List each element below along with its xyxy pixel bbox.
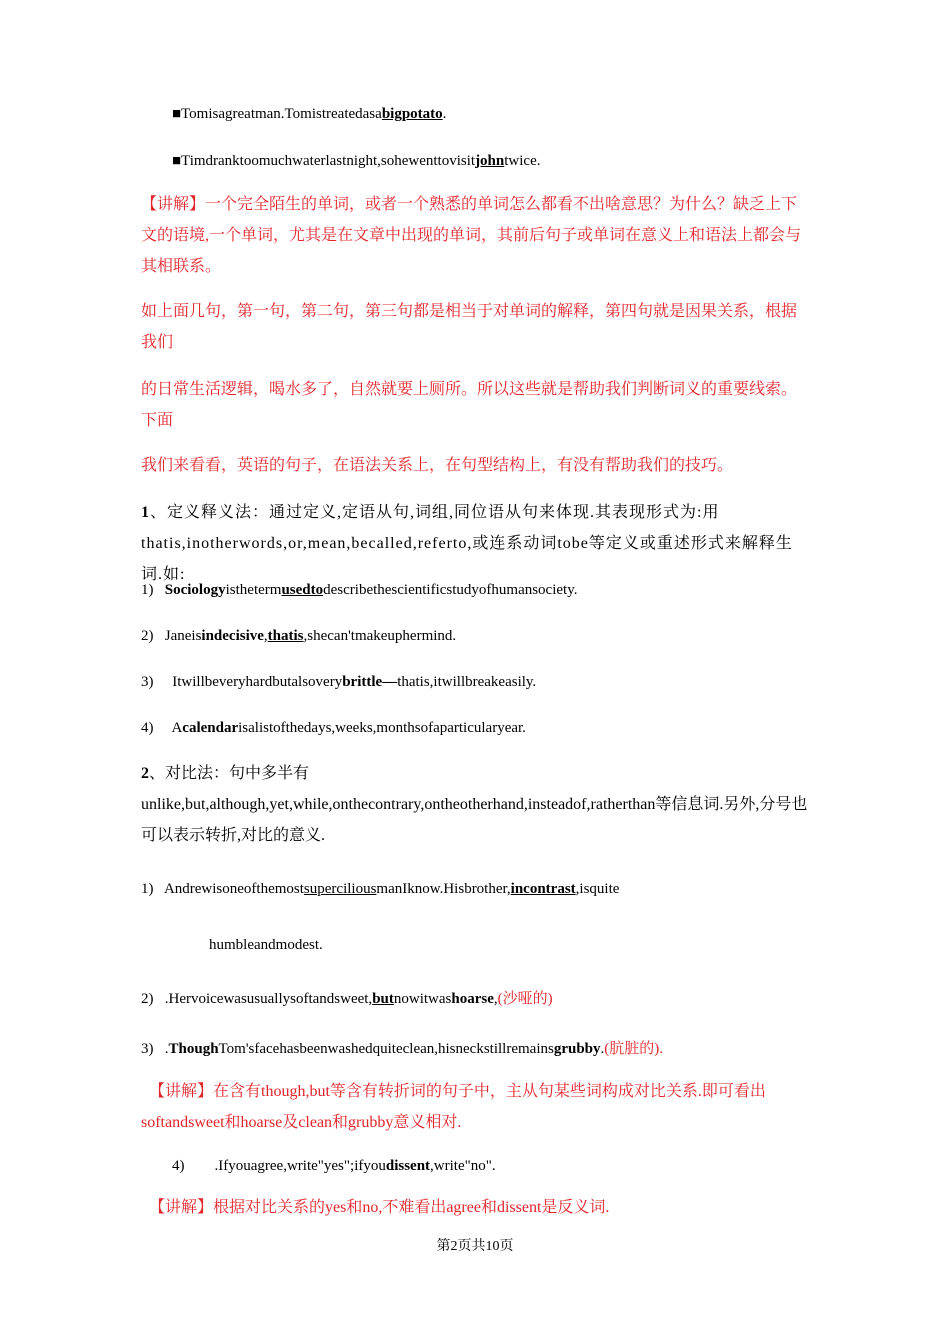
item-number: 1)	[141, 881, 154, 897]
example-text: manIknow.Hisbrother,	[376, 881, 511, 897]
example-text: Tom'sfacehasbeenwashedquiteclean,hisneckstillremains	[218, 1041, 554, 1057]
example-text: ,write"no".	[430, 1158, 496, 1174]
key-word: grubby	[553, 1041, 601, 1057]
gloss: (肮脏的).	[604, 1041, 664, 1057]
example-continuation: humbleandmodest.	[209, 937, 323, 953]
example-text: A	[171, 720, 183, 736]
item-number: 3)	[141, 1041, 154, 1057]
key-word: hoarse	[451, 991, 494, 1007]
page-footer: 第2页共10页	[436, 1239, 514, 1254]
item-number: 3)	[141, 674, 154, 690]
key-word: Sociology	[164, 582, 226, 598]
dash: —	[382, 674, 398, 690]
explanation-paragraph: 【讲解】在含有though,but等含有转折词的句子中，主从句某些词构成对比关系.即可看出softandsweet和hoarse及clean和grubby意义相对.	[141, 1083, 766, 1131]
bullet-text: .	[442, 106, 447, 122]
example-item	[141, 879, 619, 899]
target-word: supercilious	[303, 881, 377, 897]
key-phrase: john	[475, 153, 505, 169]
example-text: ,isquite	[575, 881, 620, 897]
method-definition	[141, 497, 811, 590]
signal-phrase: thatis	[267, 628, 304, 644]
bullet-sentence-2	[172, 151, 540, 171]
bullet-text: twice.	[504, 153, 541, 169]
method-contrast	[141, 758, 811, 851]
key-word: dissent	[385, 1158, 431, 1174]
example-text: thatis,itwillbreakeasily.	[397, 674, 537, 690]
key-phrase: bigpotato	[381, 106, 443, 122]
item-number: 4)	[141, 720, 154, 736]
explanation-paragraph: 【讲解】根据对比关系的yes和no,不难看出agree和dissent是反义词.	[149, 1199, 610, 1216]
example-item	[172, 1156, 496, 1176]
example-text: .Ifyouagree,write"yes";ifyou	[214, 1158, 386, 1174]
example-item	[141, 626, 456, 646]
example-text: describethescientificstudyofhumansociety.	[323, 582, 578, 598]
signal-phrase: usedto	[281, 582, 324, 598]
example-text: nowitwas	[393, 991, 452, 1007]
key-word: brittle	[342, 674, 383, 690]
example-text: Janeis	[164, 628, 202, 644]
example-text: .	[600, 1041, 605, 1057]
example-item	[141, 718, 526, 738]
method-title: 、对比法：句中多半有	[149, 765, 310, 782]
method-number: 1	[141, 504, 150, 521]
gloss: (沙哑的)	[497, 991, 553, 1007]
example-item	[141, 989, 553, 1009]
signal-phrase: Though	[168, 1041, 219, 1057]
example-text: ,shecan'tmakeuphermind.	[303, 628, 457, 644]
key-word: indecisive	[201, 628, 264, 644]
item-number: 4)	[172, 1158, 185, 1174]
bullet-text: ■Tomisagreatman.Tomistreatedasa	[172, 106, 382, 122]
bullet-sentence-1	[172, 104, 446, 124]
item-number: 2)	[141, 991, 154, 1007]
signal-phrase: but	[372, 991, 394, 1007]
item-number: 1)	[141, 582, 154, 598]
explanation-paragraph: 【讲解】一个完全陌生的单词，或者一个熟悉的单词怎么都看不出啥意思？为什么？缺乏上下文的语境,一个单词，尤其是在文章中出现的单词，其前后句子或单词在意义上和语法上都会与其相联系。	[141, 196, 802, 275]
method-text: unlike,but,although,yet,while,onthecontrary,ontheotherhand,insteadof,ratherthan等信息词.另外,分号也可以表示转折,对比的意义.	[141, 796, 808, 844]
explanation-paragraph: 如上面几句，第一句，第二句，第三句都是相当于对单词的解释，第四句就是因果关系，根据我们	[141, 303, 798, 351]
example-item	[141, 1039, 663, 1059]
bullet-text: ■Timdranktoomuchwaterlastnight,sohewenttovisit	[172, 153, 476, 169]
explanation-paragraph: 的日常生活逻辑，喝水多了，自然就要上厕所。所以这些就是帮助我们判断词义的重要线索。下面	[141, 381, 798, 429]
example-text: Itwillbeveryhardbutalsovery	[172, 674, 343, 690]
example-text: ,	[263, 628, 268, 644]
example-text: Andrewisoneofthemost	[163, 881, 304, 897]
example-text: term	[253, 582, 282, 598]
method-number: 2	[141, 765, 149, 782]
example-text: isalistofthedays,weeks,monthsofaparticularyear.	[238, 720, 526, 736]
example-item	[141, 672, 536, 692]
key-word: calendar	[182, 720, 239, 736]
method-text: 、定义释义法：通过定义,定语从句,词组,同位语从句来体现.其表现形式为:用thatis,inotherwords,or,mean,becalled,referto,或连系动词tobe等定义或重述形式来解释生词.如:	[141, 504, 793, 583]
item-number: 2)	[141, 628, 154, 644]
example-text: isthe	[225, 582, 254, 598]
example-item	[141, 580, 578, 600]
signal-phrase: incontrast	[510, 881, 576, 897]
explanation-paragraph: 我们来看看，英语的句子，在语法关系上，在句型结构上，有没有帮助我们的技巧。	[141, 457, 734, 474]
example-text: ,	[493, 991, 498, 1007]
example-text: .Hervoicewasusuallysoftandsweet,	[164, 991, 373, 1007]
example-text: .	[164, 1041, 169, 1057]
